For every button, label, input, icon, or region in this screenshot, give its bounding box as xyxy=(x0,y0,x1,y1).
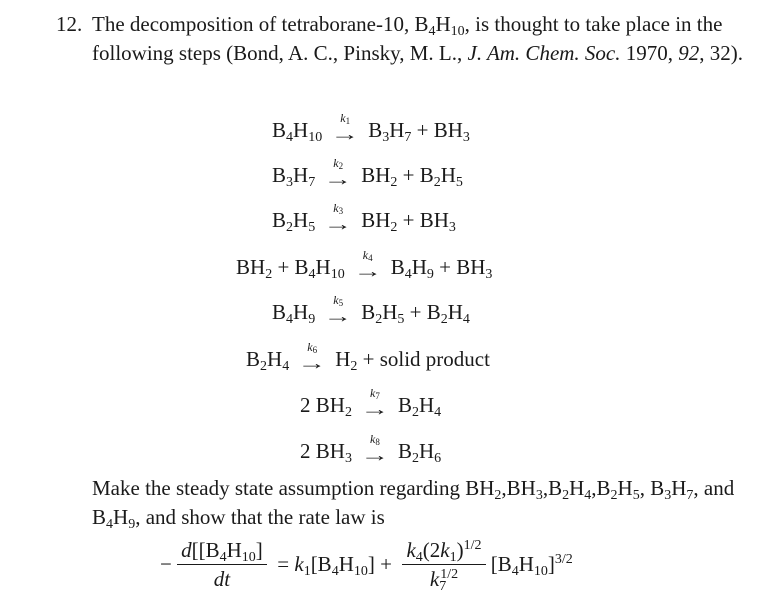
reaction-arrow: $k_8$ → xyxy=(360,432,390,465)
rate-constant: $k_5$ xyxy=(333,293,344,308)
rate-constant: $k_8$ xyxy=(370,432,380,447)
rate-lhs-fraction: $\frac{d[[B_4H_{10}]}{dt}$ xyxy=(177,538,267,591)
reactants: $B_2H_5$ xyxy=(272,208,316,235)
reaction-arrow: $k_4$ → xyxy=(353,248,383,281)
reaction-arrow: $k_2$ → xyxy=(323,156,353,189)
problem-statement xyxy=(56,10,746,68)
reactants: $B_3H_7$ xyxy=(272,163,316,190)
rate-term2-fraction: $\frac{k_4(2k_1)^{1/2}}{k_7^{1/2}}$ xyxy=(402,538,485,591)
reaction-arrow: $k_1$ → xyxy=(330,111,360,144)
reaction-step xyxy=(272,112,470,143)
closing-statement: Make the steady state assumption regarding $BH_2,BH_3,B_2H_4,B_2H_5$, $B_3H_7$, and $B_4H_9$, and show that the rate law is xyxy=(92,476,735,532)
rate-constant: $k_4$ xyxy=(362,248,373,263)
reaction-step xyxy=(272,157,463,188)
reaction-step xyxy=(300,387,441,418)
products: $B_2H_5 + B_2H_4$ xyxy=(361,300,470,327)
rate-constant: $k_1$ xyxy=(340,111,351,126)
reaction-step xyxy=(300,433,441,464)
rate-law-equation: − $\frac{d[[B_4H_{10}]}{dt}$ = $k_1[B_4H_{10}]$ + $\frac{k_4(2k_1)^{1/2}}{k_7^{1/2}}$ $[B_4H_{10}]^{3/2}$ xyxy=(160,538,573,594)
reactants: 2 $BH_2$ xyxy=(300,393,352,420)
reactants: $BH_2 + B_4H_{10}$ xyxy=(236,255,345,282)
products: $BH_2 + BH_3$ xyxy=(361,208,456,235)
reactants: $B_4H_{10}$ xyxy=(272,118,323,145)
problem-intro: The decomposition of tetraborane-10, $B_4H_{10}$, is thought to take place in the following steps (Bond, A. C., Pinsky, M. L., J. Am. Chem. Soc. 1970, 92, 32). xyxy=(92,12,743,65)
reaction-arrow: $k_3$ → xyxy=(323,201,353,234)
reactants: $B_4H_9$ xyxy=(272,300,316,327)
products: $B_2H_4$ xyxy=(397,393,442,420)
products: $BH_2 + B_2H_5$ xyxy=(361,163,463,190)
reactants: $B_2H_4$ xyxy=(246,347,290,374)
reaction-arrow: $k_6$ → xyxy=(297,340,327,373)
rate-constant: $k_2$ xyxy=(333,156,344,171)
reaction-step xyxy=(272,294,470,325)
rate-constant: $k_6$ xyxy=(307,340,318,355)
reactants: 2 $BH_3$ xyxy=(300,439,352,466)
products: $B_3H_7 + BH_3$ xyxy=(368,118,470,145)
problem-number: 12. xyxy=(56,12,83,36)
rate-constant: $k_3$ xyxy=(333,201,344,216)
reaction-step xyxy=(272,202,456,233)
reaction-step xyxy=(236,249,492,280)
journal-volume: 92 xyxy=(678,41,700,65)
journal-name: J. Am. Chem. Soc. xyxy=(467,41,621,65)
reaction-step xyxy=(246,341,490,372)
products: $B_2H_6$ xyxy=(397,439,442,466)
products: $H_2$ + solid product xyxy=(335,347,490,374)
products: $B_4H_9 + BH_3$ xyxy=(390,255,493,282)
reaction-arrow: $k_7$ → xyxy=(360,386,390,419)
reaction-arrow: $k_5$ → xyxy=(323,293,353,326)
rate-constant: $k_7$ xyxy=(370,386,380,401)
